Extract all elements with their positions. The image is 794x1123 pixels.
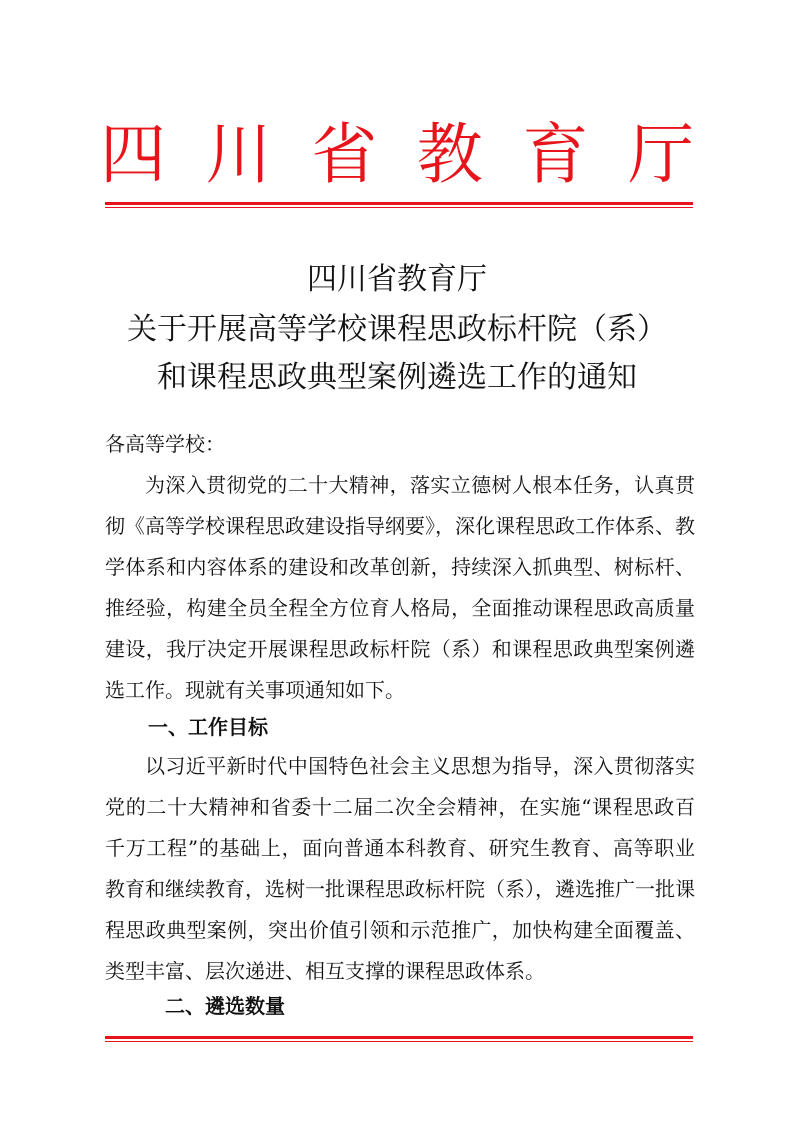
section-2-heading: 二、遴选数量 bbox=[165, 994, 285, 1018]
masthead-char: 厅 bbox=[627, 116, 694, 193]
intro-paragraph bbox=[105, 465, 695, 711]
section-1-text: 以习近平新时代中国特色社会主义思想为指导，深入贯彻落实党的二十大精神和省委十二届二次全会精神，在实施“课程思政百千万工程”的基础上，面向普通本科教育、研究生教育、高等职业教育和继续教育，选树一批课程思政标杆院（系），遴选推广一批课程思政典型案例，突出价值引领和示范推广，加快构建全面覆盖、类型丰富、层次递进、相互支撑的课程思政体系。 bbox=[105, 754, 695, 983]
salutation-text: 各高等学校： bbox=[105, 432, 225, 456]
masthead bbox=[100, 110, 694, 200]
masthead-char: 教 bbox=[416, 116, 483, 193]
document-title-line-2: 关于开展高等学校课程思政标杆院（系） bbox=[127, 312, 667, 347]
salutation bbox=[105, 424, 695, 465]
masthead-char: 四 bbox=[100, 116, 166, 193]
section-1-paragraph bbox=[105, 746, 695, 992]
masthead-char: 川 bbox=[205, 116, 272, 193]
red-rule-thick bbox=[105, 202, 693, 205]
document-title-line-3: 和课程思政典型案例遴选工作的通知 bbox=[157, 360, 637, 395]
document-title-line-1: 四川省教育厅 bbox=[307, 262, 487, 297]
footer-rule-thick bbox=[105, 1036, 693, 1039]
section-1-heading: 一、工作目标 bbox=[148, 715, 268, 739]
footer-rule-thin bbox=[105, 1041, 693, 1042]
footer-red-rule bbox=[105, 1036, 693, 1042]
masthead-char: 育 bbox=[522, 116, 589, 193]
masthead-char: 省 bbox=[311, 116, 378, 193]
red-rule-thin bbox=[105, 207, 693, 208]
masthead-red-rule bbox=[105, 202, 693, 208]
intro-text: 为深入贯彻党的二十大精神，落实立德树人根本任务，认真贯彻《高等学校课程思政建设指导纲要》，深化课程思政工作体系、教学体系和内容体系的建设和改革创新，持续深入抓典型、树标杆、推经验，构建全员全程全方位育人格局，全面推动课程思政高质量建设，我厅决定开展课程思政标杆院（系）和课程思政典型案例遴选工作。现就有关事项通知如下。 bbox=[105, 473, 695, 702]
